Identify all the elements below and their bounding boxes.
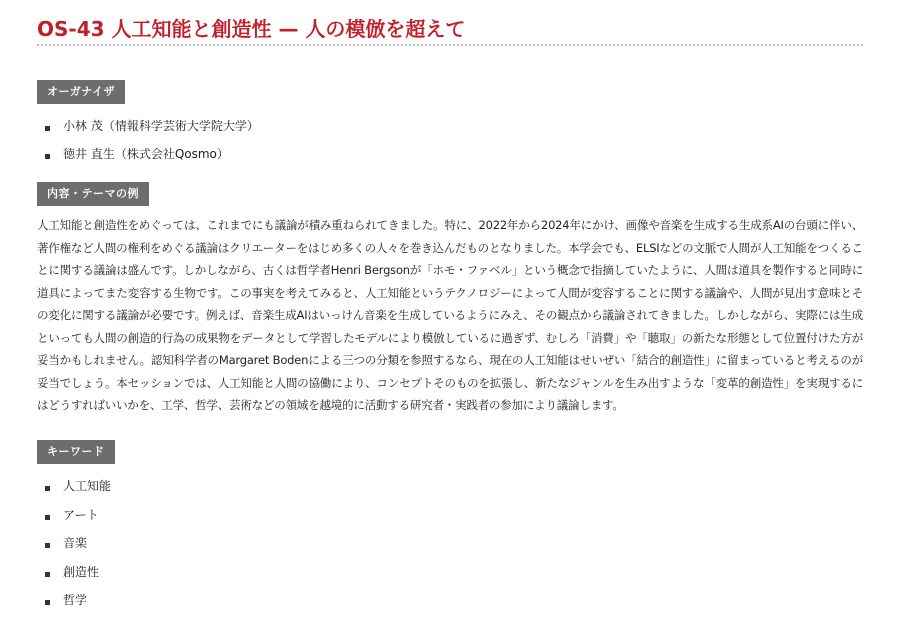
square-bullet-icon	[45, 486, 50, 491]
square-bullet-icon	[45, 543, 50, 548]
keywords-section-label: キーワード	[37, 440, 115, 464]
keyword-item	[45, 474, 111, 503]
organizer-section-label: オーガナイザ	[37, 80, 125, 104]
square-bullet-icon	[45, 154, 50, 159]
session-page	[37, 0, 863, 607]
keyword-item	[45, 503, 111, 532]
keyword-text: 哲学	[63, 593, 88, 607]
square-bullet-icon	[45, 126, 50, 131]
keyword-item	[45, 531, 111, 560]
keyword-text: 人工知能	[63, 479, 112, 493]
content-description: 人工知能と創造性をめぐっては、これまでにも議論が積み重ねられてきました。特に、2022年から2024年にかけ、画像や音楽を生成する生成系AIの台頭に伴い、著作権など人間の権利をめぐる議論はクリエーターをはじめ多くの人々を巻き込んだものとなりました。本学会でも、ELSIなどの文脈で人間が人工知能をつくることに関する議論は盛んです。しかしながら、古くは哲学者Henri Bergsonが「ホモ・ファベル」という概念で指摘していたように、人間は道具を製作すると同時に道具によってまた変容する生物です。この事実を考えてみると、人工知能というテクノロジーによって人間が変容することに関する議論や、人間が見出す意味とその変化に関する議論が必要です。例えば、音楽生成AIはいっけん音楽を生成しているようにみえ、その観点から議論されてきました。しかしながら、実際には生成といっても人間の創造的行為の成果物をデータとして学習したモデルにより模倣しているに過ぎず、むしろ「消費」や「聴取」の新たな形態として位置付けた方が妥当かもしれません。認知科学者のMargaret Bodenによる三つの分類を参照するなら、現在の人工知能はせいぜい「結合的創造性」に留まっていると考えるのが妥当でしょう。本セッションでは、人工知能と人間の協働により、コンセプトそのものを拡張し、新たなジャンルを生み出すような「変革的創造性」を実現するにはどうすればいいかを、工学、哲学、芸術などの領域を越境的に活動する研究者・実践者の参加により議論します。	[37, 218, 863, 412]
organizer-item	[45, 114, 259, 142]
keyword-text: 創造性	[63, 564, 100, 579]
square-bullet-icon	[45, 600, 50, 605]
keyword-list	[45, 474, 111, 617]
organizer-list	[45, 114, 259, 170]
keyword-text: アート	[63, 507, 99, 522]
organizer-item	[45, 142, 259, 170]
organizer-name: 小林 茂（情報科学芸術大学院大学）	[63, 119, 259, 133]
content-section-label: 内容・テーマの例	[37, 182, 149, 206]
keyword-item	[45, 560, 111, 589]
square-bullet-icon	[45, 572, 50, 577]
organizer-name: 徳井 直生（株式会社Qosmo）	[63, 147, 229, 161]
title-divider	[37, 44, 863, 46]
page-title: OS-43 人工知能と創造性 — 人の模倣を超えて	[37, 17, 466, 41]
square-bullet-icon	[45, 515, 50, 520]
keyword-item	[45, 588, 111, 617]
keyword-text: 音楽	[63, 536, 88, 550]
